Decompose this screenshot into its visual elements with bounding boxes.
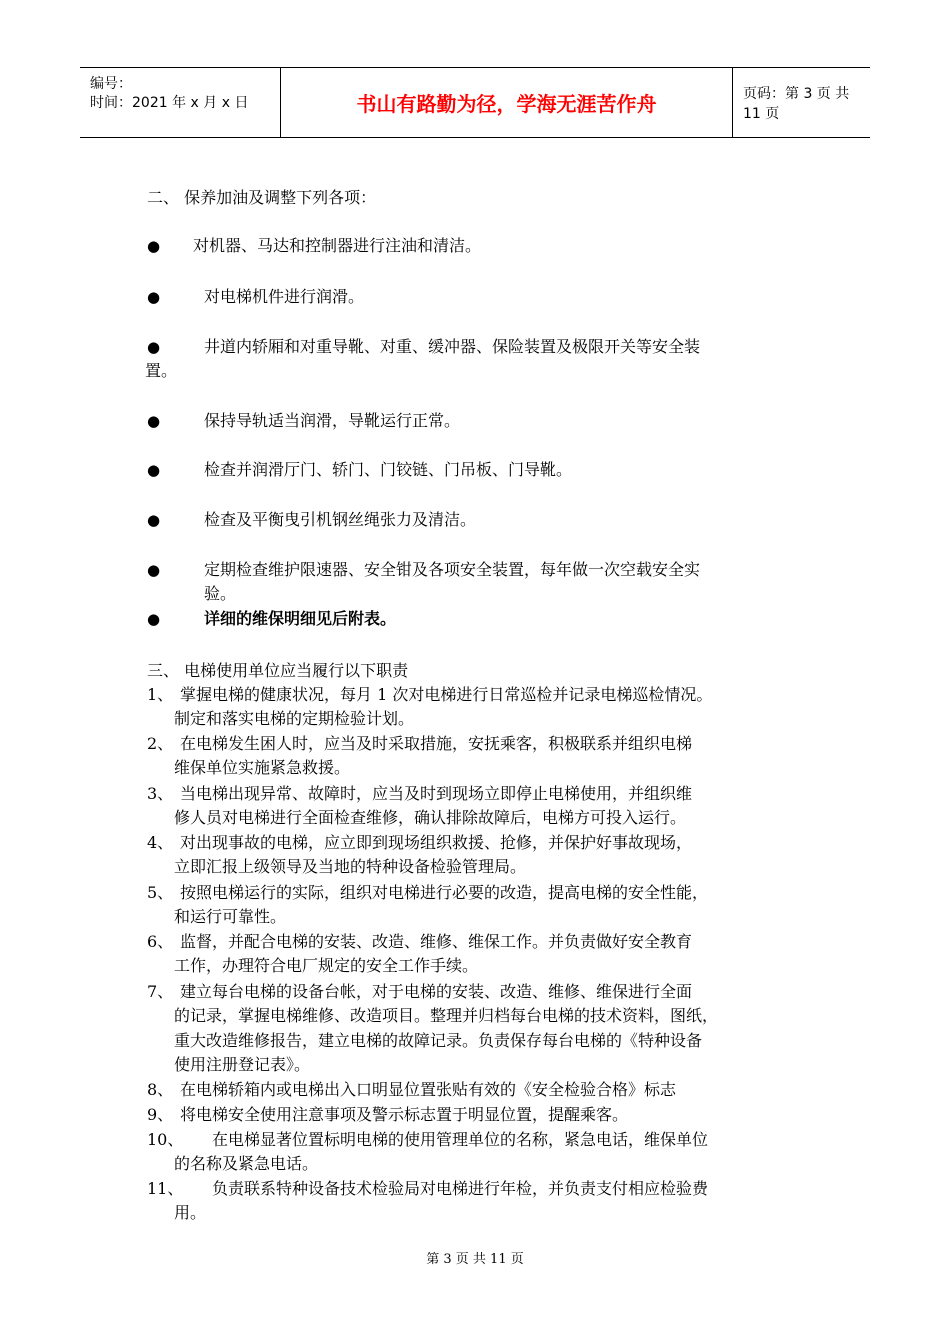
bullet-icon: ● bbox=[147, 610, 161, 628]
bullet-item: 对电梯机件进行润滑。 bbox=[204, 287, 365, 306]
page-header bbox=[80, 67, 870, 138]
list-item-line: 立即汇报上级领导及当地的特种设备检验管理局。 bbox=[174, 857, 527, 876]
list-item-line: 负责联系特种设备技术检验局对电梯进行年检，并负责支付相应检验费 bbox=[212, 1179, 709, 1198]
list-item-number: 9、 bbox=[147, 1105, 174, 1124]
list-item-number: 1、 bbox=[147, 685, 174, 704]
bullet-icon: ● bbox=[147, 511, 161, 529]
list-item-line: 使用注册登记表》。 bbox=[174, 1055, 311, 1074]
list-item-line: 的名称及紧急电话。 bbox=[174, 1154, 319, 1173]
list-item-line: 维保单位实施紧急救援。 bbox=[174, 758, 351, 777]
header-meta bbox=[80, 68, 281, 137]
list-item-line: 当电梯出现异常、故障时，应当及时到现场立即停止电梯使用，并组织维 bbox=[180, 784, 693, 803]
list-item-line: 用。 bbox=[174, 1203, 207, 1222]
bullet-item: 对机器、马达和控制器进行注油和清洁。 bbox=[193, 236, 482, 255]
bullet-icon: ● bbox=[147, 237, 161, 255]
list-item-number: 8、 bbox=[147, 1080, 174, 1099]
list-item-line: 将电梯安全使用注意事项及警示标志置于明显位置，提醒乘客。 bbox=[180, 1105, 629, 1124]
bullet-item: 检查并润滑厅门、轿门、门铰链、门吊板、门导靴。 bbox=[204, 460, 573, 479]
list-item-line: 在电梯轿箱内或电梯出入口明显位置张贴有效的《安全检验合格》标志 bbox=[180, 1080, 677, 1099]
list-item-line: 的记录，掌握电梯维修、改造项目。整理并归档每台电梯的技术资料，图纸， bbox=[174, 1006, 719, 1025]
bullet-icon: ● bbox=[147, 461, 161, 479]
list-item-number: 3、 bbox=[147, 784, 174, 803]
bullet-icon: ● bbox=[147, 412, 161, 430]
list-item-number: 4、 bbox=[147, 833, 174, 852]
list-item-line: 工作，办理符合电厂规定的安全工作手续。 bbox=[174, 956, 479, 975]
section-3-title: 三、 电梯使用单位应当履行以下职责 bbox=[147, 661, 409, 680]
bullet-item-bold: 详细的维保明细见后附表。 bbox=[204, 609, 397, 628]
bullet-item: 检查及平衡曳引机钢丝绳张力及清洁。 bbox=[204, 510, 477, 529]
page-footer-number: 第 3 页 共 11 页 bbox=[426, 1252, 524, 1267]
list-item-line: 制定和落实电梯的定期检验计划。 bbox=[174, 709, 415, 728]
list-item-number: 10、 bbox=[147, 1130, 184, 1149]
list-item-number: 7、 bbox=[147, 982, 174, 1001]
section-2-title: 二、 保养加油及调整下列各项： bbox=[147, 188, 377, 207]
list-item-line: 对出现事故的电梯，应立即到现场组织救援、抢修，并保护好事故现场， bbox=[180, 833, 693, 852]
list-item-line: 按照电梯运行的实际，组织对电梯进行必要的改造，提高电梯的安全性能， bbox=[180, 883, 709, 902]
list-item-number: 2、 bbox=[147, 734, 174, 753]
bullet-item-continuation: 置。 bbox=[145, 361, 178, 380]
bullet-icon: ● bbox=[147, 338, 161, 356]
list-item-line: 监督，并配合电梯的安装、改造、维修、维保工作。并负责做好安全教育 bbox=[180, 932, 693, 951]
bullet-item: 井道内轿厢和对重导靴、对重、缓冲器、保险装置及极限开关等安全装 bbox=[204, 337, 701, 356]
bullet-icon: ● bbox=[147, 288, 161, 306]
list-item-number: 11、 bbox=[147, 1179, 184, 1198]
header-page-info: 页码：第 3 页 共 11 页 bbox=[743, 85, 850, 122]
bullet-item: 定期检查维护限速器、安全钳及各项安全装置，每年做一次空载安全实 bbox=[204, 560, 701, 579]
list-item-number: 6、 bbox=[147, 932, 174, 951]
list-item-line: 在电梯显著位置标明电梯的使用管理单位的名称，紧急电话，维保单位 bbox=[212, 1130, 709, 1149]
list-item-line: 在电梯发生困人时，应当及时采取措施，安抚乘客，积极联系并组织电梯 bbox=[180, 734, 693, 753]
list-item-line: 建立每台电梯的设备台帐，对于电梯的安装、改造、维修、维保进行全面 bbox=[180, 982, 693, 1001]
list-item-number: 5、 bbox=[147, 883, 174, 902]
bullet-item: 保持导轨适当润滑，导靴运行正常。 bbox=[204, 411, 461, 430]
list-item-line: 和运行可靠性。 bbox=[174, 907, 287, 926]
document-time-label: 时间：2021 年 x 月 x 日 bbox=[90, 95, 249, 111]
bullet-item-continuation: 验。 bbox=[204, 584, 237, 603]
bullet-icon: ● bbox=[147, 561, 161, 579]
list-item-line: 掌握电梯的健康状况，每月 1 次对电梯进行日常巡检并记录电梯巡检情况。 bbox=[180, 685, 713, 704]
list-item-line: 修人员对电梯进行全面检查维修，确认排除故障后，电梯方可投入运行。 bbox=[174, 808, 687, 827]
header-motto: 书山有路勤为径，学海无涯苦作舟 bbox=[281, 68, 733, 137]
document-number-label: 编号： bbox=[90, 76, 132, 92]
list-item-line: 重大改造维修报告，建立电梯的故障记录。负责保存每台电梯的《特种设备 bbox=[174, 1031, 703, 1050]
